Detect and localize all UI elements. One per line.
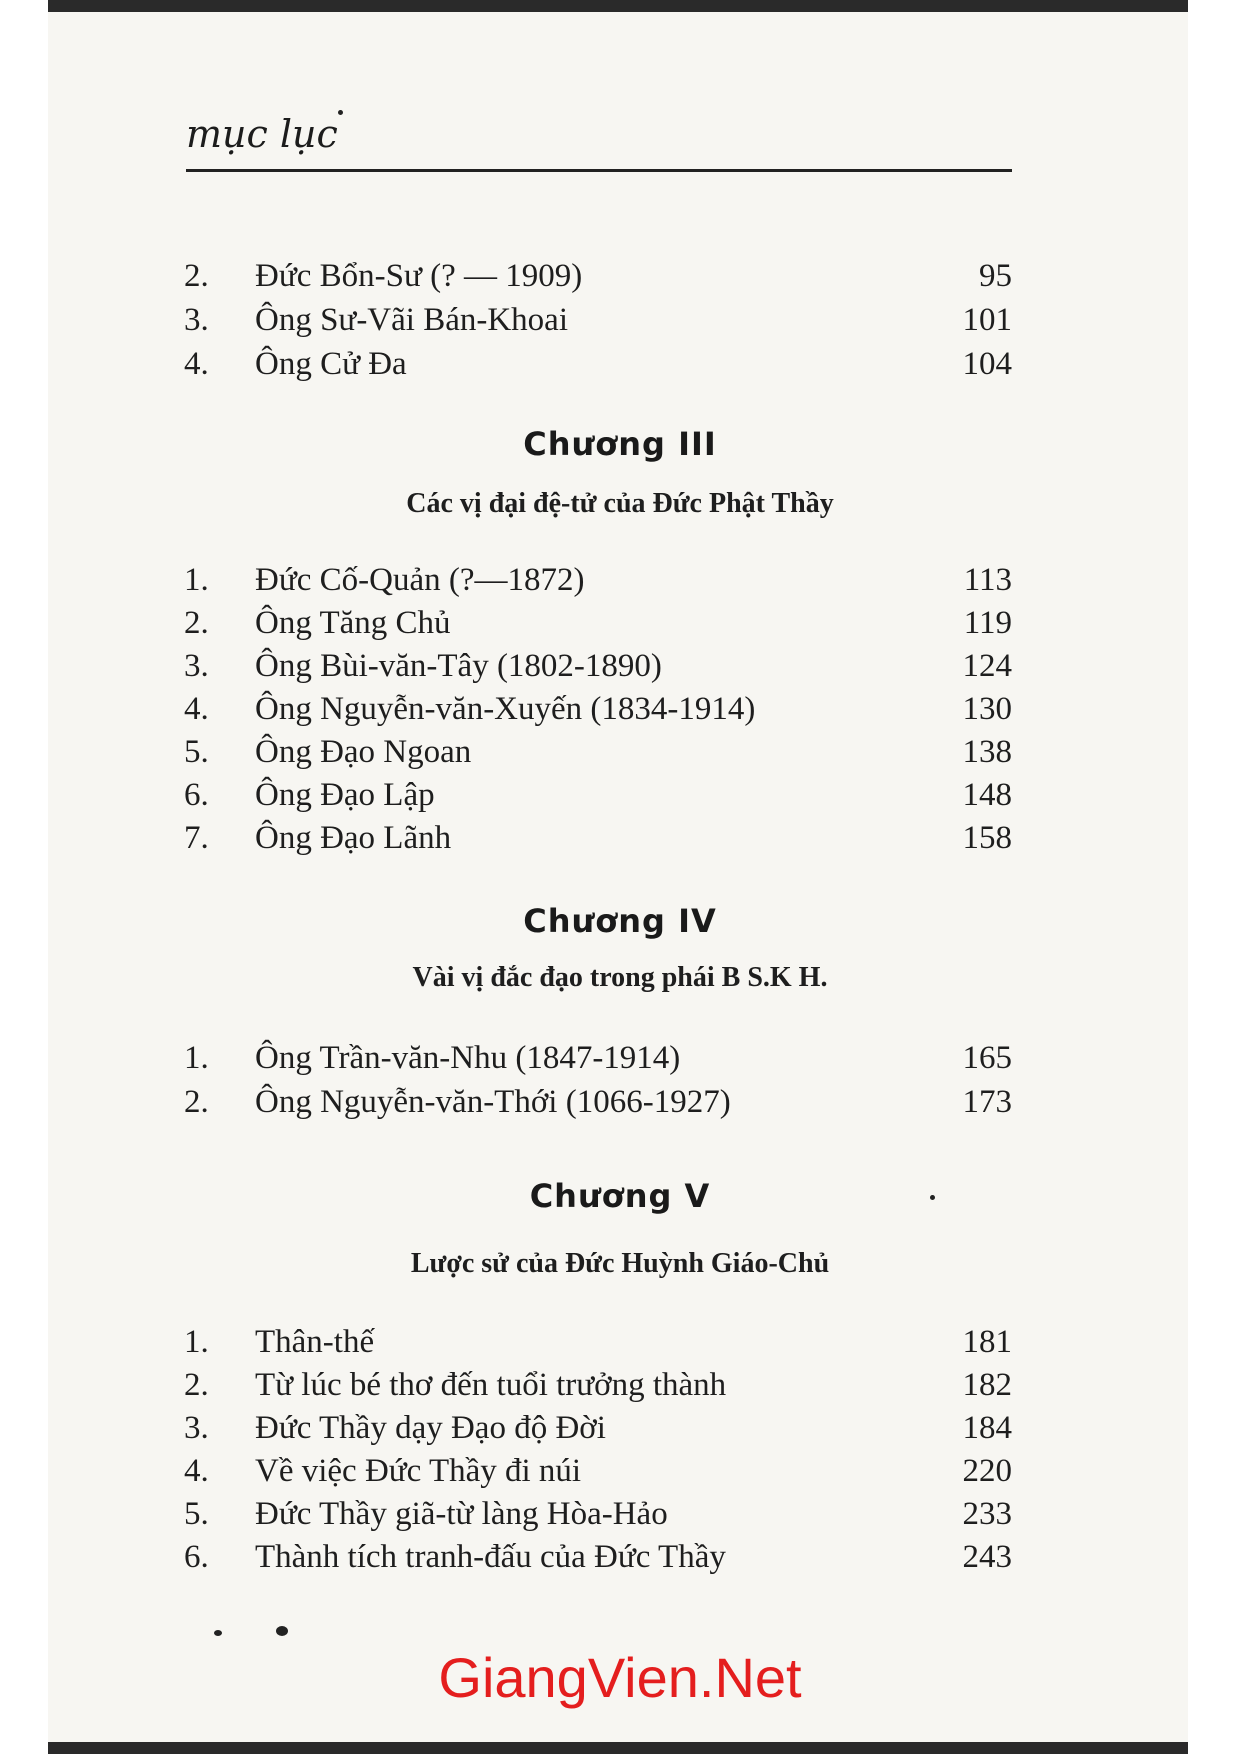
entry-page: 104: [962, 346, 1012, 382]
scan-edge-top: [48, 0, 1188, 12]
ink-speck: [338, 110, 343, 115]
entry-title: Từ lúc bé thơ đến tuổi trưởng thành: [255, 1367, 727, 1403]
entry-page: 158: [962, 820, 1012, 856]
toc-entry: [0, 1410, 1240, 1454]
entry-title: Ông Đạo Lập: [255, 777, 435, 813]
site-watermark: GiangVien.Net: [438, 1646, 802, 1709]
entry-page: 119: [963, 605, 1012, 641]
toc-entry: [0, 302, 1240, 346]
entry-number: 2.: [184, 258, 209, 294]
header-rule: [186, 169, 1012, 172]
entry-page: 101: [962, 302, 1012, 338]
toc-entry: [0, 1496, 1240, 1540]
entry-number: 1.: [184, 1324, 209, 1360]
entry-title: Ông Đạo Ngoan: [255, 734, 472, 770]
entry-title: Ông Bùi-văn-Tây (1802-1890): [255, 648, 662, 684]
entry-number: 4.: [184, 1453, 209, 1489]
entry-number: 6.: [184, 1539, 209, 1575]
entry-title: Thân-thế: [255, 1324, 375, 1360]
entry-number: 3.: [184, 648, 209, 684]
entry-number: 1.: [184, 562, 209, 598]
entry-page: 138: [962, 734, 1012, 770]
toc-entry: [0, 777, 1240, 821]
entry-title: Đức Cố-Quản (?—1872): [255, 562, 585, 598]
entry-number: 7.: [184, 820, 209, 856]
chapter-3-subtitle: Các vị đại đệ-tử của Đức Phật Thầy: [406, 488, 834, 519]
entry-title: Ông Cử Đa: [255, 346, 407, 382]
page-header-title: mục lục: [186, 112, 338, 156]
entry-page: 173: [962, 1084, 1012, 1120]
toc-entry: [0, 1539, 1240, 1583]
toc-entry: [0, 734, 1240, 778]
entry-page: 184: [962, 1410, 1012, 1446]
entry-title: Ông Nguyễn-văn-Thới (1066-1927): [255, 1084, 731, 1120]
entry-page: 182: [962, 1367, 1012, 1403]
entry-title: Ông Tăng Chủ: [255, 605, 451, 641]
entry-title: Ông Nguyễn-văn-Xuyến (1834-1914): [255, 691, 756, 727]
entry-page: 181: [962, 1324, 1012, 1360]
toc-entry: [0, 258, 1240, 302]
toc-entry: [0, 1324, 1240, 1368]
entry-number: 1.: [184, 1040, 209, 1076]
entry-number: 2.: [184, 605, 209, 641]
entry-number: 3.: [184, 1410, 209, 1446]
toc-entry: [0, 1084, 1240, 1128]
chapter-4-heading: Chương IV: [523, 902, 717, 940]
entry-page: 148: [962, 777, 1012, 813]
entry-title: Về việc Đức Thầy đi núi: [255, 1453, 582, 1489]
ink-speck: [930, 1195, 935, 1200]
entry-title: Ông Sư-Vãi Bán-Khoai: [255, 302, 569, 338]
toc-entry: [0, 1040, 1240, 1084]
entry-number: 4.: [184, 691, 209, 727]
entry-page: 130: [962, 691, 1012, 727]
entry-number: 2.: [184, 1367, 209, 1403]
toc-entry: [0, 820, 1240, 864]
scan-edge-bottom: [48, 1742, 1188, 1754]
entry-number: 6.: [184, 777, 209, 813]
toc-entry: [0, 648, 1240, 692]
entry-title: Ông Trần-văn-Nhu (1847-1914): [255, 1040, 681, 1076]
entry-page: 233: [962, 1496, 1012, 1532]
toc-entry: [0, 1367, 1240, 1411]
chapter-4-subtitle: Vài vị đắc đạo trong phái B S.K H.: [412, 962, 828, 993]
entry-page: 95: [979, 258, 1012, 294]
entry-title: Thành tích tranh-đấu của Đức Thầy: [255, 1539, 726, 1575]
toc-entry: [0, 1453, 1240, 1497]
entry-number: 5.: [184, 1496, 209, 1532]
toc-entry: [0, 562, 1240, 606]
entry-title: Đức Bổn-Sư (? — 1909): [255, 258, 583, 294]
chapter-5-heading: Chương V: [529, 1177, 711, 1215]
entry-page: 165: [962, 1040, 1012, 1076]
entry-title: Đức Thầy dạy Đạo độ Đời: [255, 1410, 606, 1446]
entry-title: Đức Thầy giã-từ làng Hòa-Hảo: [255, 1496, 668, 1532]
ink-speck: [214, 1630, 222, 1636]
entry-page: 220: [962, 1453, 1012, 1489]
entry-page: 113: [963, 562, 1012, 598]
entry-number: 2.: [184, 1084, 209, 1120]
ink-speck: [276, 1626, 288, 1636]
toc-entry: [0, 346, 1240, 390]
entry-page: 124: [962, 648, 1012, 684]
entry-number: 5.: [184, 734, 209, 770]
entry-title: Ông Đạo Lãnh: [255, 820, 452, 856]
chapter-3-heading: Chương III: [523, 425, 717, 463]
entry-page: 243: [962, 1539, 1012, 1575]
entry-number: 4.: [184, 346, 209, 382]
chapter-5-subtitle: Lược sử của Đức Huỳnh Giáo-Chủ: [410, 1248, 830, 1279]
entry-number: 3.: [184, 302, 209, 338]
toc-entry: [0, 605, 1240, 649]
toc-entry: [0, 691, 1240, 735]
